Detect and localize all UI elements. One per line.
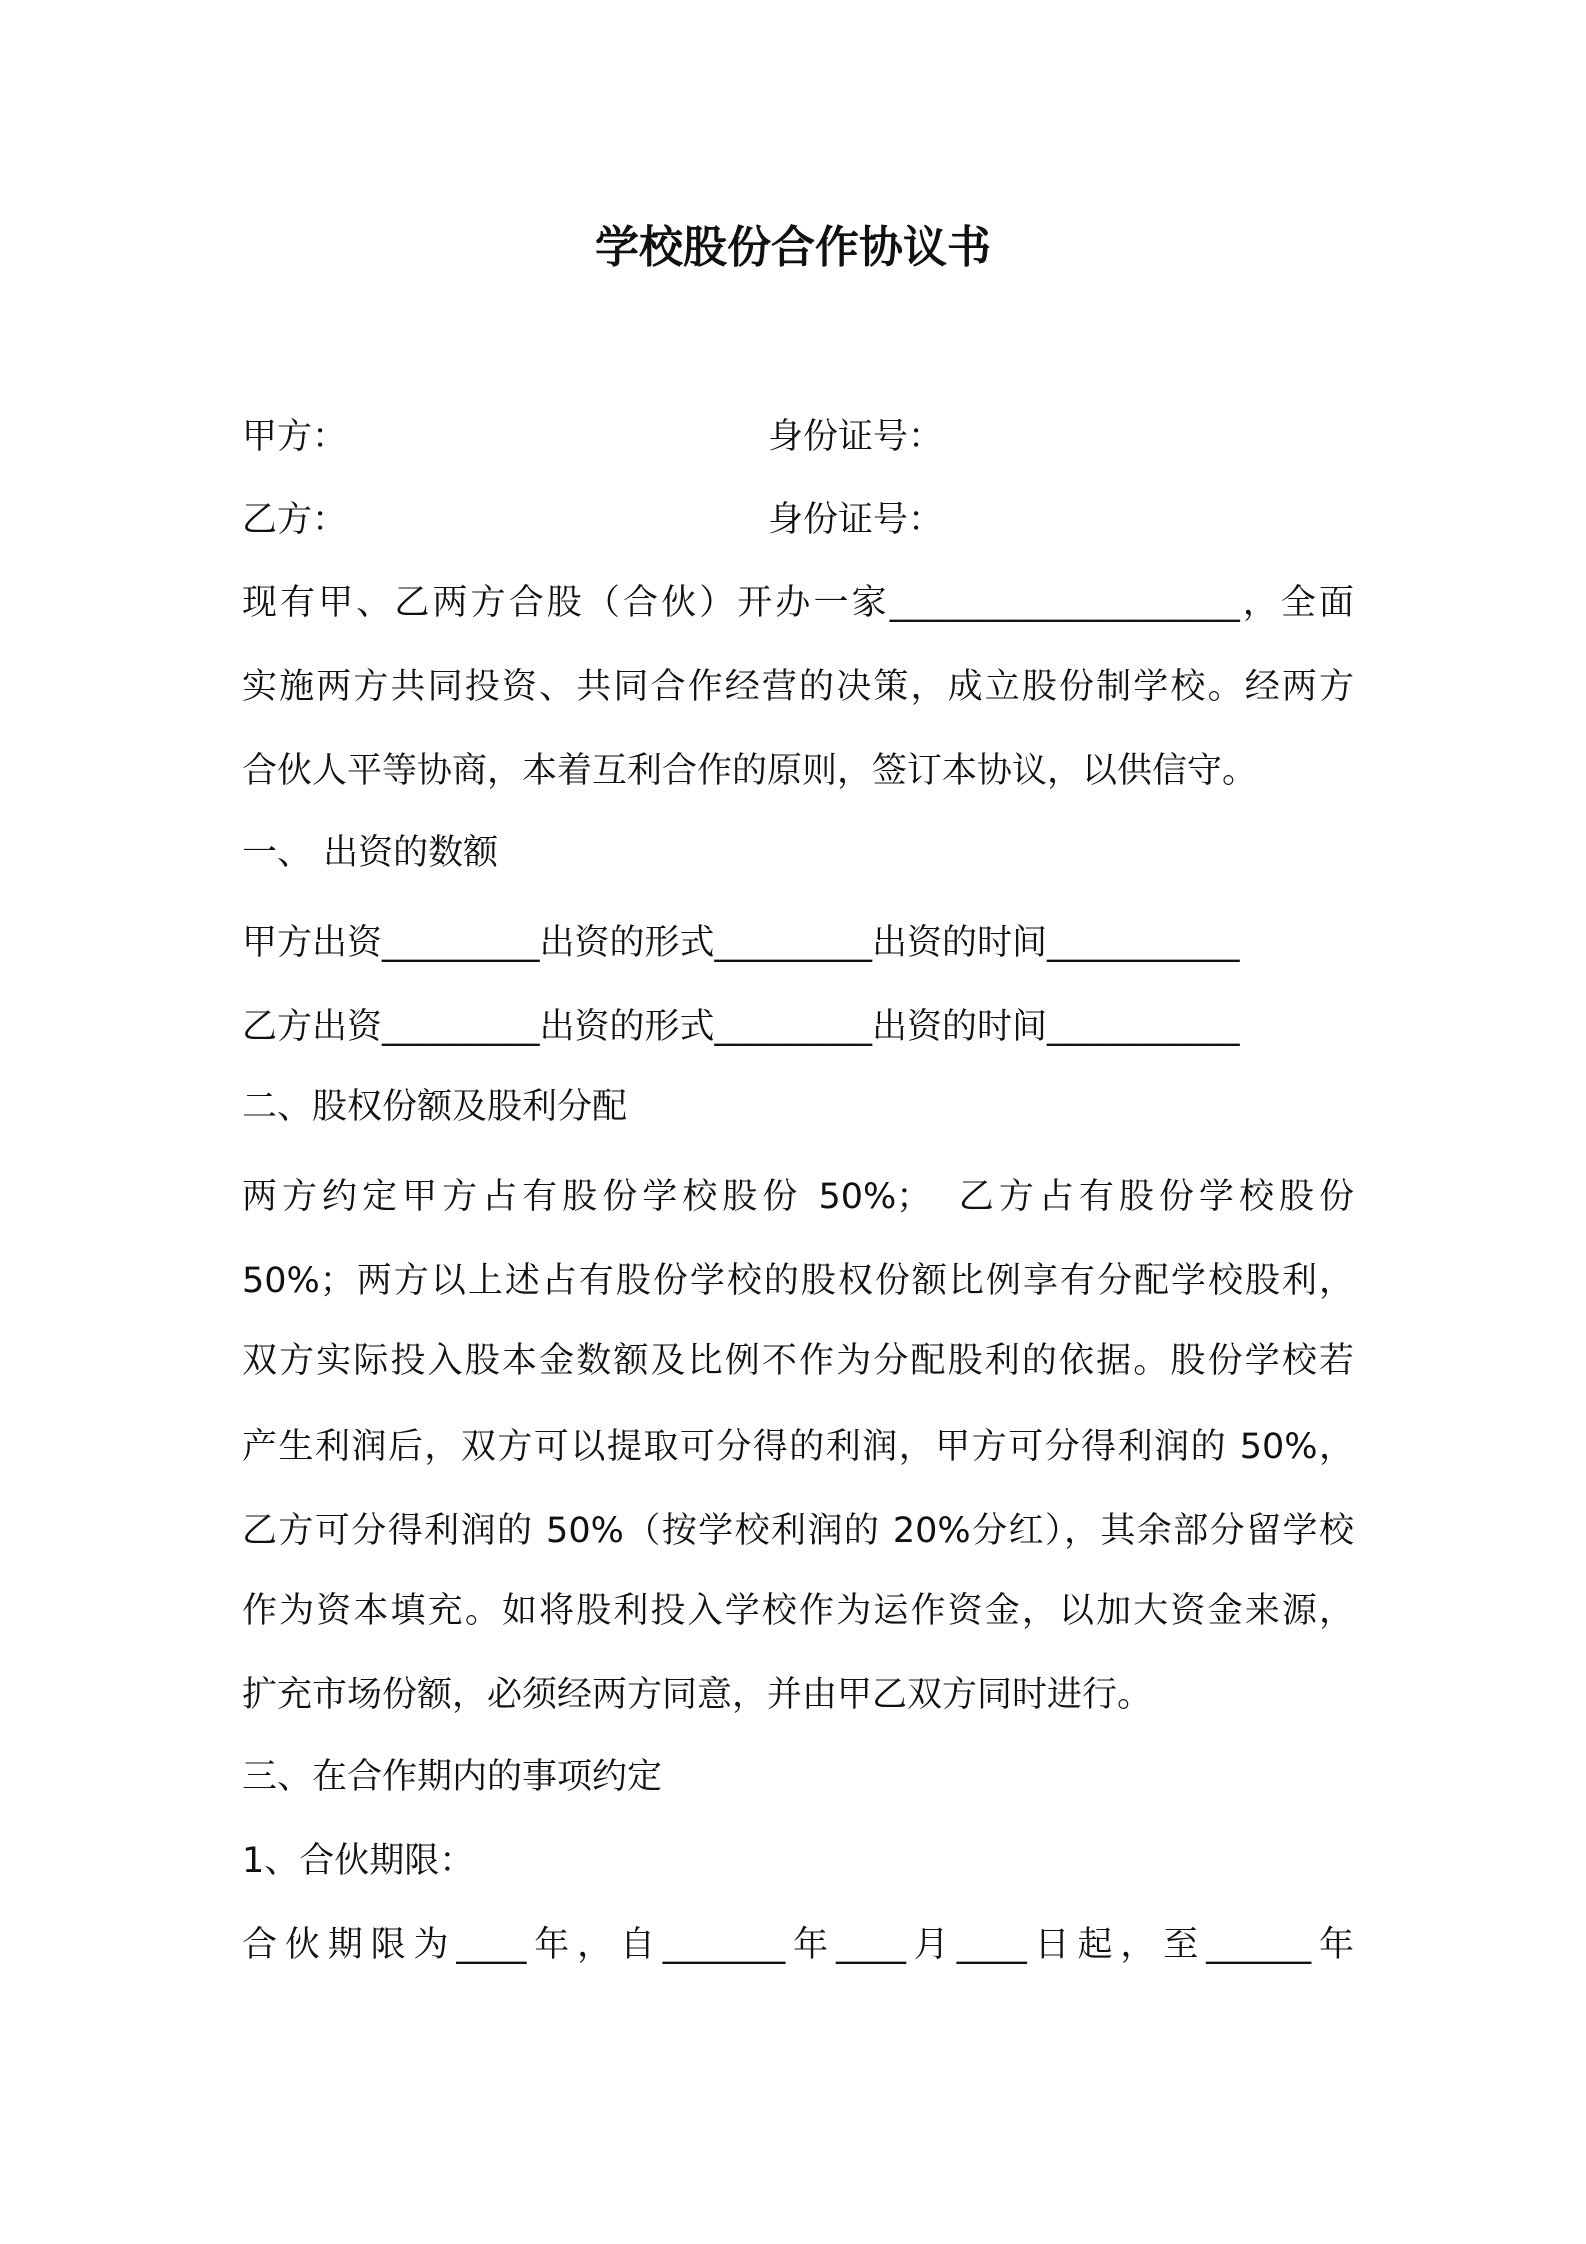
document-title: 学校股份合作协议书 [595, 222, 991, 273]
section-2-title: 二、股权份额及股利分配 [242, 1087, 628, 1127]
party-a-label: 甲方： [242, 417, 348, 457]
section-2-line-6: 作为资本填充。如将股利投入学校作为运作资金，以加大资金来源， [242, 1591, 1354, 1631]
intro-line-3: 合伙人平等协商，本着互利合作的原则，签订本协议，以供信守。 [242, 751, 1258, 791]
section-2-line-5: 乙方可分得利润的 50%（按学校利润的 20%分红），其余部分留学校 [242, 1511, 1354, 1551]
section-2-line-1: 两方约定甲方占有股份学校股份 50%； 乙方占有股份学校股份 [242, 1177, 1354, 1217]
section-1-line-2: 乙方出资_________出资的形式_________出资的时间___________ [242, 1007, 1240, 1047]
section-1-line-1: 甲方出资_________出资的形式_________出资的时间___________ [242, 923, 1240, 963]
section-2-line-2: 50%；两方以上述占有股份学校的股权份额比例享有分配学校股利， [242, 1261, 1354, 1301]
section-2-line-3: 双方实际投入股本金数额及比例不作为分配股利的依据。股份学校若 [242, 1341, 1354, 1381]
party-a-id-label: 身份证号： [768, 417, 944, 457]
section-2-line-7: 扩充市场份额，必须经两方同意，并由甲乙双方同时进行。 [242, 1675, 1153, 1715]
section-1-title: 一、 出资的数额 [242, 833, 499, 873]
intro-line-1: 现有甲、乙两方合股（合伙）开办一家____________________，全面 [242, 583, 1354, 623]
party-b-label: 乙方： [242, 500, 348, 540]
intro-line-2: 实施两方共同投资、共同合作经营的决策，成立股份制学校。经两方 [242, 667, 1354, 707]
section-3-item-1: 1、合伙期限： [242, 1841, 475, 1881]
section-3-title: 三、在合作期内的事项约定 [242, 1757, 663, 1797]
section-3-item-1-text: 合伙期限为____年，自_______年____月____日起，至______年 [242, 1925, 1354, 1965]
section-2-line-4: 产生利润后，双方可以提取可分得的利润，甲方可分得利润的 50%， [242, 1427, 1354, 1467]
party-b-id-label: 身份证号： [768, 500, 944, 540]
